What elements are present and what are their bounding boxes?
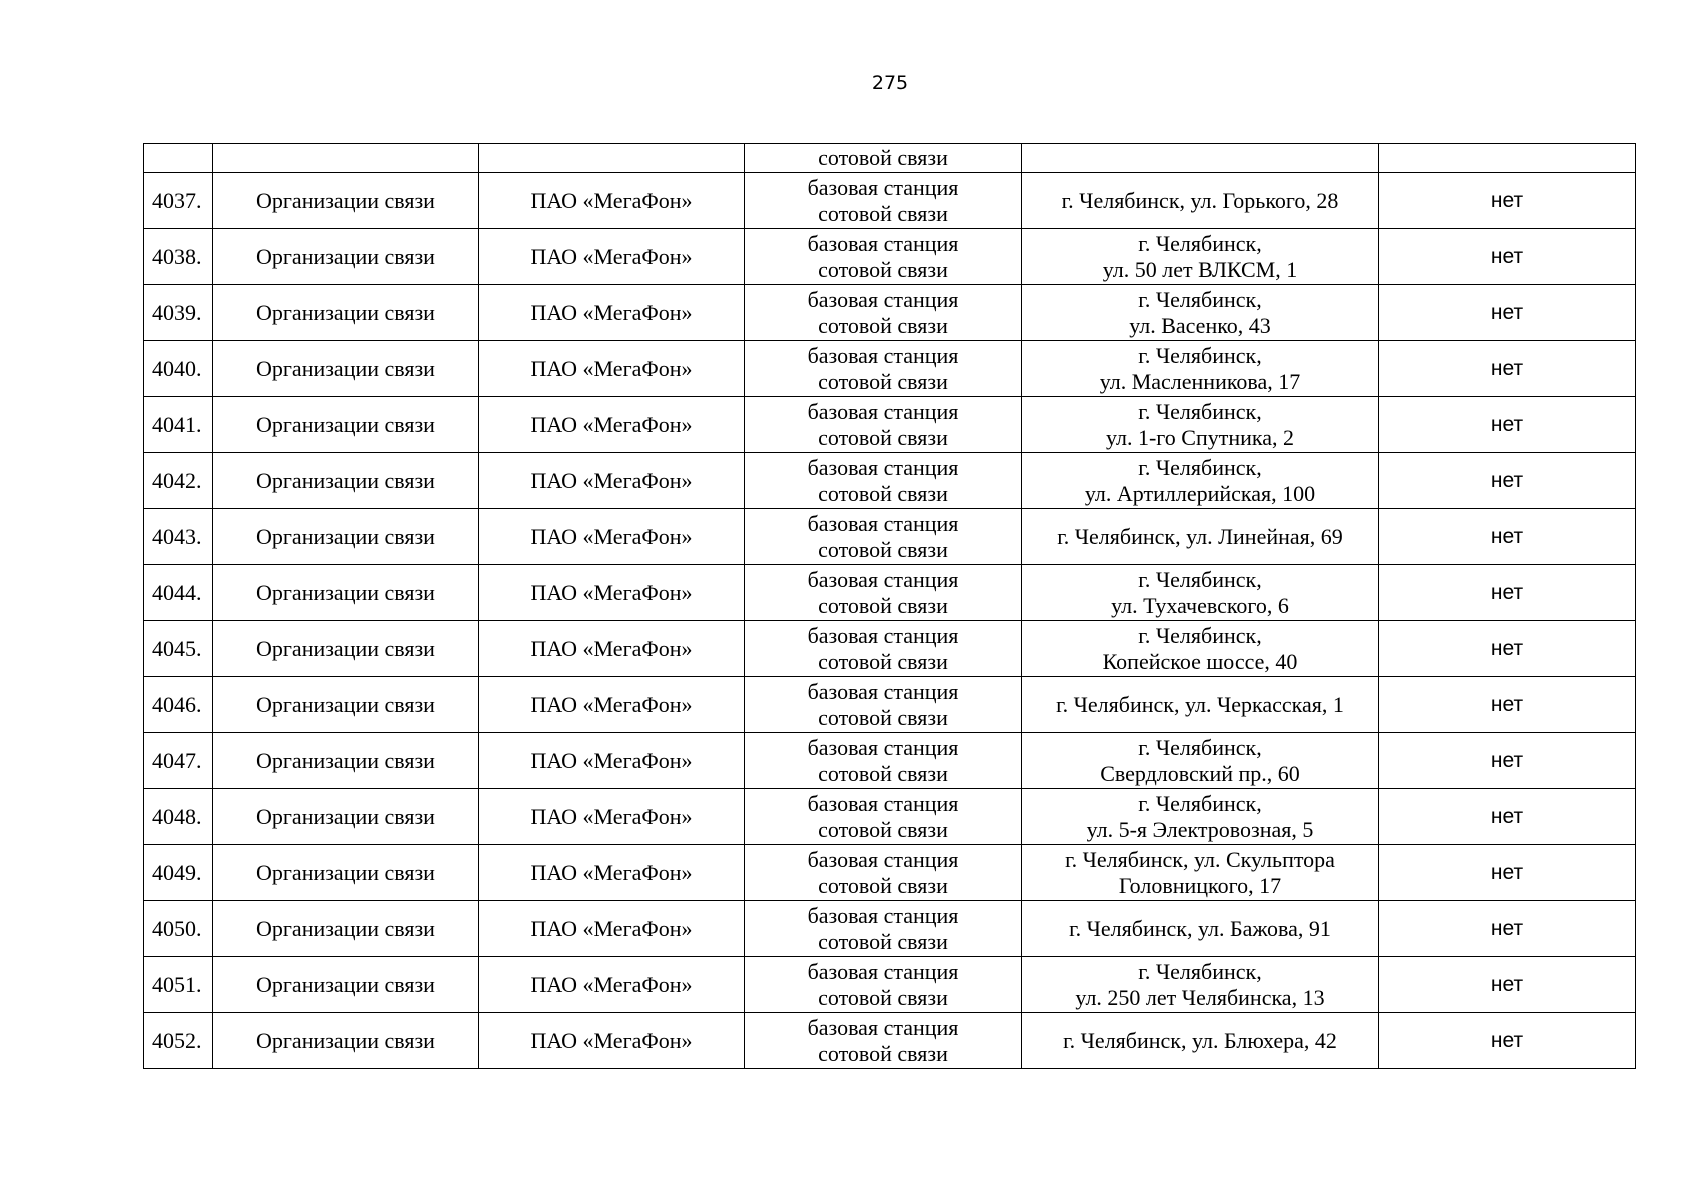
object-type-line-2: сотовой связи [818,368,948,394]
cell-address [1022,341,1379,397]
address-line-2: ул. 250 лет Челябинска, 13 [1075,984,1325,1010]
cell-status: нет [1379,565,1636,621]
cell-organization: ПАО «МегаФон» [479,453,745,509]
cell-object-type [745,621,1022,677]
cell-num: 4052. [144,1013,213,1069]
cell-object-type [745,397,1022,453]
cell-category: Организации связи [213,397,479,453]
cell-organization: ПАО «МегаФон» [479,565,745,621]
address-line-2: ул. 1-го Спутника, 2 [1105,424,1295,450]
cell-status: нет [1379,1013,1636,1069]
object-type-line-2: сотовой связи [818,1040,948,1066]
cell-address [1022,957,1379,1013]
object-type-line-1: базовая станция [807,902,959,928]
cell-num: 4051. [144,957,213,1013]
cell-organization: ПАО «МегаФон» [479,901,745,957]
cell-category: Организации связи [213,677,479,733]
cell-status: нет [1379,957,1636,1013]
address-line-1: г. Челябинск, ул. Горького, 28 [1061,187,1339,213]
cell-num: 4044. [144,565,213,621]
object-type-line-2: сотовой связи [818,872,948,898]
cell-status: нет [1379,453,1636,509]
cell-object-type: сотовой связи [745,144,1022,173]
cell-address [1022,144,1379,173]
cell-status [1379,144,1636,173]
cell-organization: ПАО «МегаФон» [479,397,745,453]
cell-num: 4046. [144,677,213,733]
cell-status: нет [1379,397,1636,453]
table-row [144,677,1636,733]
cell-address [1022,173,1379,229]
cell-object-type [745,509,1022,565]
object-type-line-2: сотовой связи [818,256,948,282]
cell-status: нет [1379,621,1636,677]
cell-object-type [745,1013,1022,1069]
cell-status: нет [1379,901,1636,957]
cell-object-type [745,733,1022,789]
cell-num: 4050. [144,901,213,957]
cell-address [1022,453,1379,509]
object-type-line-2: сотовой связи [818,704,948,730]
cell-organization: ПАО «МегаФон» [479,173,745,229]
cell-organization: ПАО «МегаФон» [479,789,745,845]
cell-status: нет [1379,509,1636,565]
cell-object-type [745,453,1022,509]
cell-num: 4039. [144,285,213,341]
cell-address [1022,509,1379,565]
table-row [144,453,1636,509]
object-type-line-1: базовая станция [807,510,959,536]
object-type-line-2: сотовой связи [818,760,948,786]
cell-address [1022,901,1379,957]
address-line-2: ул. Артиллерийская, 100 [1084,480,1316,506]
table-row [144,621,1636,677]
cell-object-type [745,341,1022,397]
cell-category: Организации связи [213,229,479,285]
cell-address [1022,733,1379,789]
cell-category: Организации связи [213,341,479,397]
cell-organization: ПАО «МегаФон» [479,341,745,397]
cell-organization: ПАО «МегаФон» [479,845,745,901]
cell-num: 4045. [144,621,213,677]
cell-num [144,144,213,173]
cell-num: 4037. [144,173,213,229]
address-line-2: Копейское шоссе, 40 [1102,648,1298,674]
object-type-line-1: базовая станция [807,678,959,704]
object-type-line-1: базовая станция [807,230,959,256]
cell-status: нет [1379,789,1636,845]
cell-address [1022,845,1379,901]
cell-organization: ПАО «МегаФон» [479,957,745,1013]
address-line-2: Головницкого, 17 [1118,872,1282,898]
cell-object-type [745,901,1022,957]
cell-num: 4048. [144,789,213,845]
table-row [144,173,1636,229]
cell-status: нет [1379,173,1636,229]
address-line-2: Свердловский пр., 60 [1100,760,1300,786]
cell-category: Организации связи [213,453,479,509]
cell-category: Организации связи [213,509,479,565]
object-type-line-2: сотовой связи [818,592,948,618]
cell-category: Организации связи [213,845,479,901]
cell-organization: ПАО «МегаФон» [479,229,745,285]
cell-object-type [745,229,1022,285]
object-type-line-1: базовая станция [807,398,959,424]
address-line-1: г. Челябинск, [1138,958,1262,984]
cell-num: 4040. [144,341,213,397]
cell-status: нет [1379,229,1636,285]
cell-object-type [745,789,1022,845]
cell-category: Организации связи [213,957,479,1013]
table-row [144,397,1636,453]
object-type-line-1: базовая станция [807,454,959,480]
address-line-1: г. Челябинск, ул. Линейная, 69 [1057,523,1343,549]
table-row [144,565,1636,621]
object-type-line-2: сотовой связи [818,928,948,954]
cell-address [1022,397,1379,453]
object-type-line-1: базовая станция [807,734,959,760]
table-row [144,789,1636,845]
cell-category: Организации связи [213,173,479,229]
address-line-1: г. Челябинск, [1138,622,1262,648]
cell-category: Организации связи [213,901,479,957]
cell-num: 4041. [144,397,213,453]
table-row [144,901,1636,957]
cell-object-type [745,285,1022,341]
table-row [144,957,1636,1013]
cell-category [213,144,479,173]
cell-status: нет [1379,845,1636,901]
object-type-line-1: базовая станция [807,958,959,984]
cell-address [1022,285,1379,341]
object-type-line-2: сотовой связи [818,424,948,450]
cell-address [1022,1013,1379,1069]
table-row [144,733,1636,789]
cell-category: Организации связи [213,1013,479,1069]
table-row [144,509,1636,565]
continuation-row [144,144,1636,173]
cell-status: нет [1379,341,1636,397]
object-type-line-2: сотовой связи [818,536,948,562]
object-type-line-2: сотовой связи [818,312,948,338]
address-line-1: г. Челябинск, ул. Скульптора [1065,846,1335,872]
table-row [144,341,1636,397]
object-type-line-1: базовая станция [807,1014,959,1040]
cell-organization: ПАО «МегаФон» [479,621,745,677]
object-type-line-2: сотовой связи [818,648,948,674]
cell-organization: ПАО «МегаФон» [479,677,745,733]
address-line-1: г. Челябинск, [1138,454,1262,480]
object-type-line-2: сотовой связи [818,816,948,842]
object-type-line-1: базовая станция [807,342,959,368]
cell-organization: ПАО «МегаФон» [479,509,745,565]
object-type-line-1: базовая станция [807,566,959,592]
cell-organization: ПАО «МегаФон» [479,1013,745,1069]
cell-category: Организации связи [213,621,479,677]
cell-status: нет [1379,677,1636,733]
address-line-1: г. Челябинск, [1138,286,1262,312]
address-line-2: ул. 5-я Электровозная, 5 [1086,816,1314,842]
cell-address [1022,621,1379,677]
cell-num: 4043. [144,509,213,565]
cell-status: нет [1379,285,1636,341]
cell-status: нет [1379,733,1636,789]
cell-object-type [745,845,1022,901]
object-type-line-1: базовая станция [807,846,959,872]
cell-category: Организации связи [213,789,479,845]
object-type-line-1: базовая станция [807,622,959,648]
cell-object-type [745,957,1022,1013]
cell-num: 4047. [144,733,213,789]
registry-table-body [144,144,1636,1069]
cell-category: Организации связи [213,285,479,341]
table-row [144,229,1636,285]
address-line-2: ул. Васенко, 43 [1129,312,1271,338]
table-row [144,845,1636,901]
cell-num: 4049. [144,845,213,901]
address-line-1: г. Челябинск, [1138,790,1262,816]
address-line-2: ул. Тухачевского, 6 [1111,592,1289,618]
cell-organization [479,144,745,173]
address-line-1: г. Челябинск, ул. Черкасская, 1 [1056,691,1344,717]
cell-num: 4038. [144,229,213,285]
table-row [144,1013,1636,1069]
address-line-1: г. Челябинск, [1138,734,1262,760]
object-type-line-2: сотовой связи [818,984,948,1010]
address-line-1: г. Челябинск, ул. Блюхера, 42 [1063,1027,1337,1053]
cell-object-type [745,173,1022,229]
table-row [144,285,1636,341]
cell-category: Организации связи [213,565,479,621]
object-type-line-1: базовая станция [807,790,959,816]
cell-num: 4042. [144,453,213,509]
address-line-1: г. Челябинск, ул. Бажова, 91 [1069,915,1331,941]
object-type-line-2: сотовой связи [818,480,948,506]
page-number: 275 [871,72,909,94]
cell-organization: ПАО «МегаФон» [479,733,745,789]
object-type-line-1: базовая станция [807,174,959,200]
address-line-1: г. Челябинск, [1138,566,1262,592]
cell-address [1022,565,1379,621]
address-line-2: ул. 50 лет ВЛКСМ, 1 [1102,256,1298,282]
cell-address [1022,229,1379,285]
address-line-1: г. Челябинск, [1138,398,1262,424]
cell-object-type [745,677,1022,733]
cell-address [1022,677,1379,733]
cell-organization: ПАО «МегаФон» [479,285,745,341]
cell-address [1022,789,1379,845]
object-type-line-2: сотовой связи [818,200,948,226]
address-line-1: г. Челябинск, [1138,342,1262,368]
address-line-2: ул. Масленникова, 17 [1099,368,1301,394]
cell-object-type [745,565,1022,621]
registry-table [143,143,1636,1069]
cell-category: Организации связи [213,733,479,789]
object-type-line-1: базовая станция [807,286,959,312]
address-line-1: г. Челябинск, [1138,230,1262,256]
